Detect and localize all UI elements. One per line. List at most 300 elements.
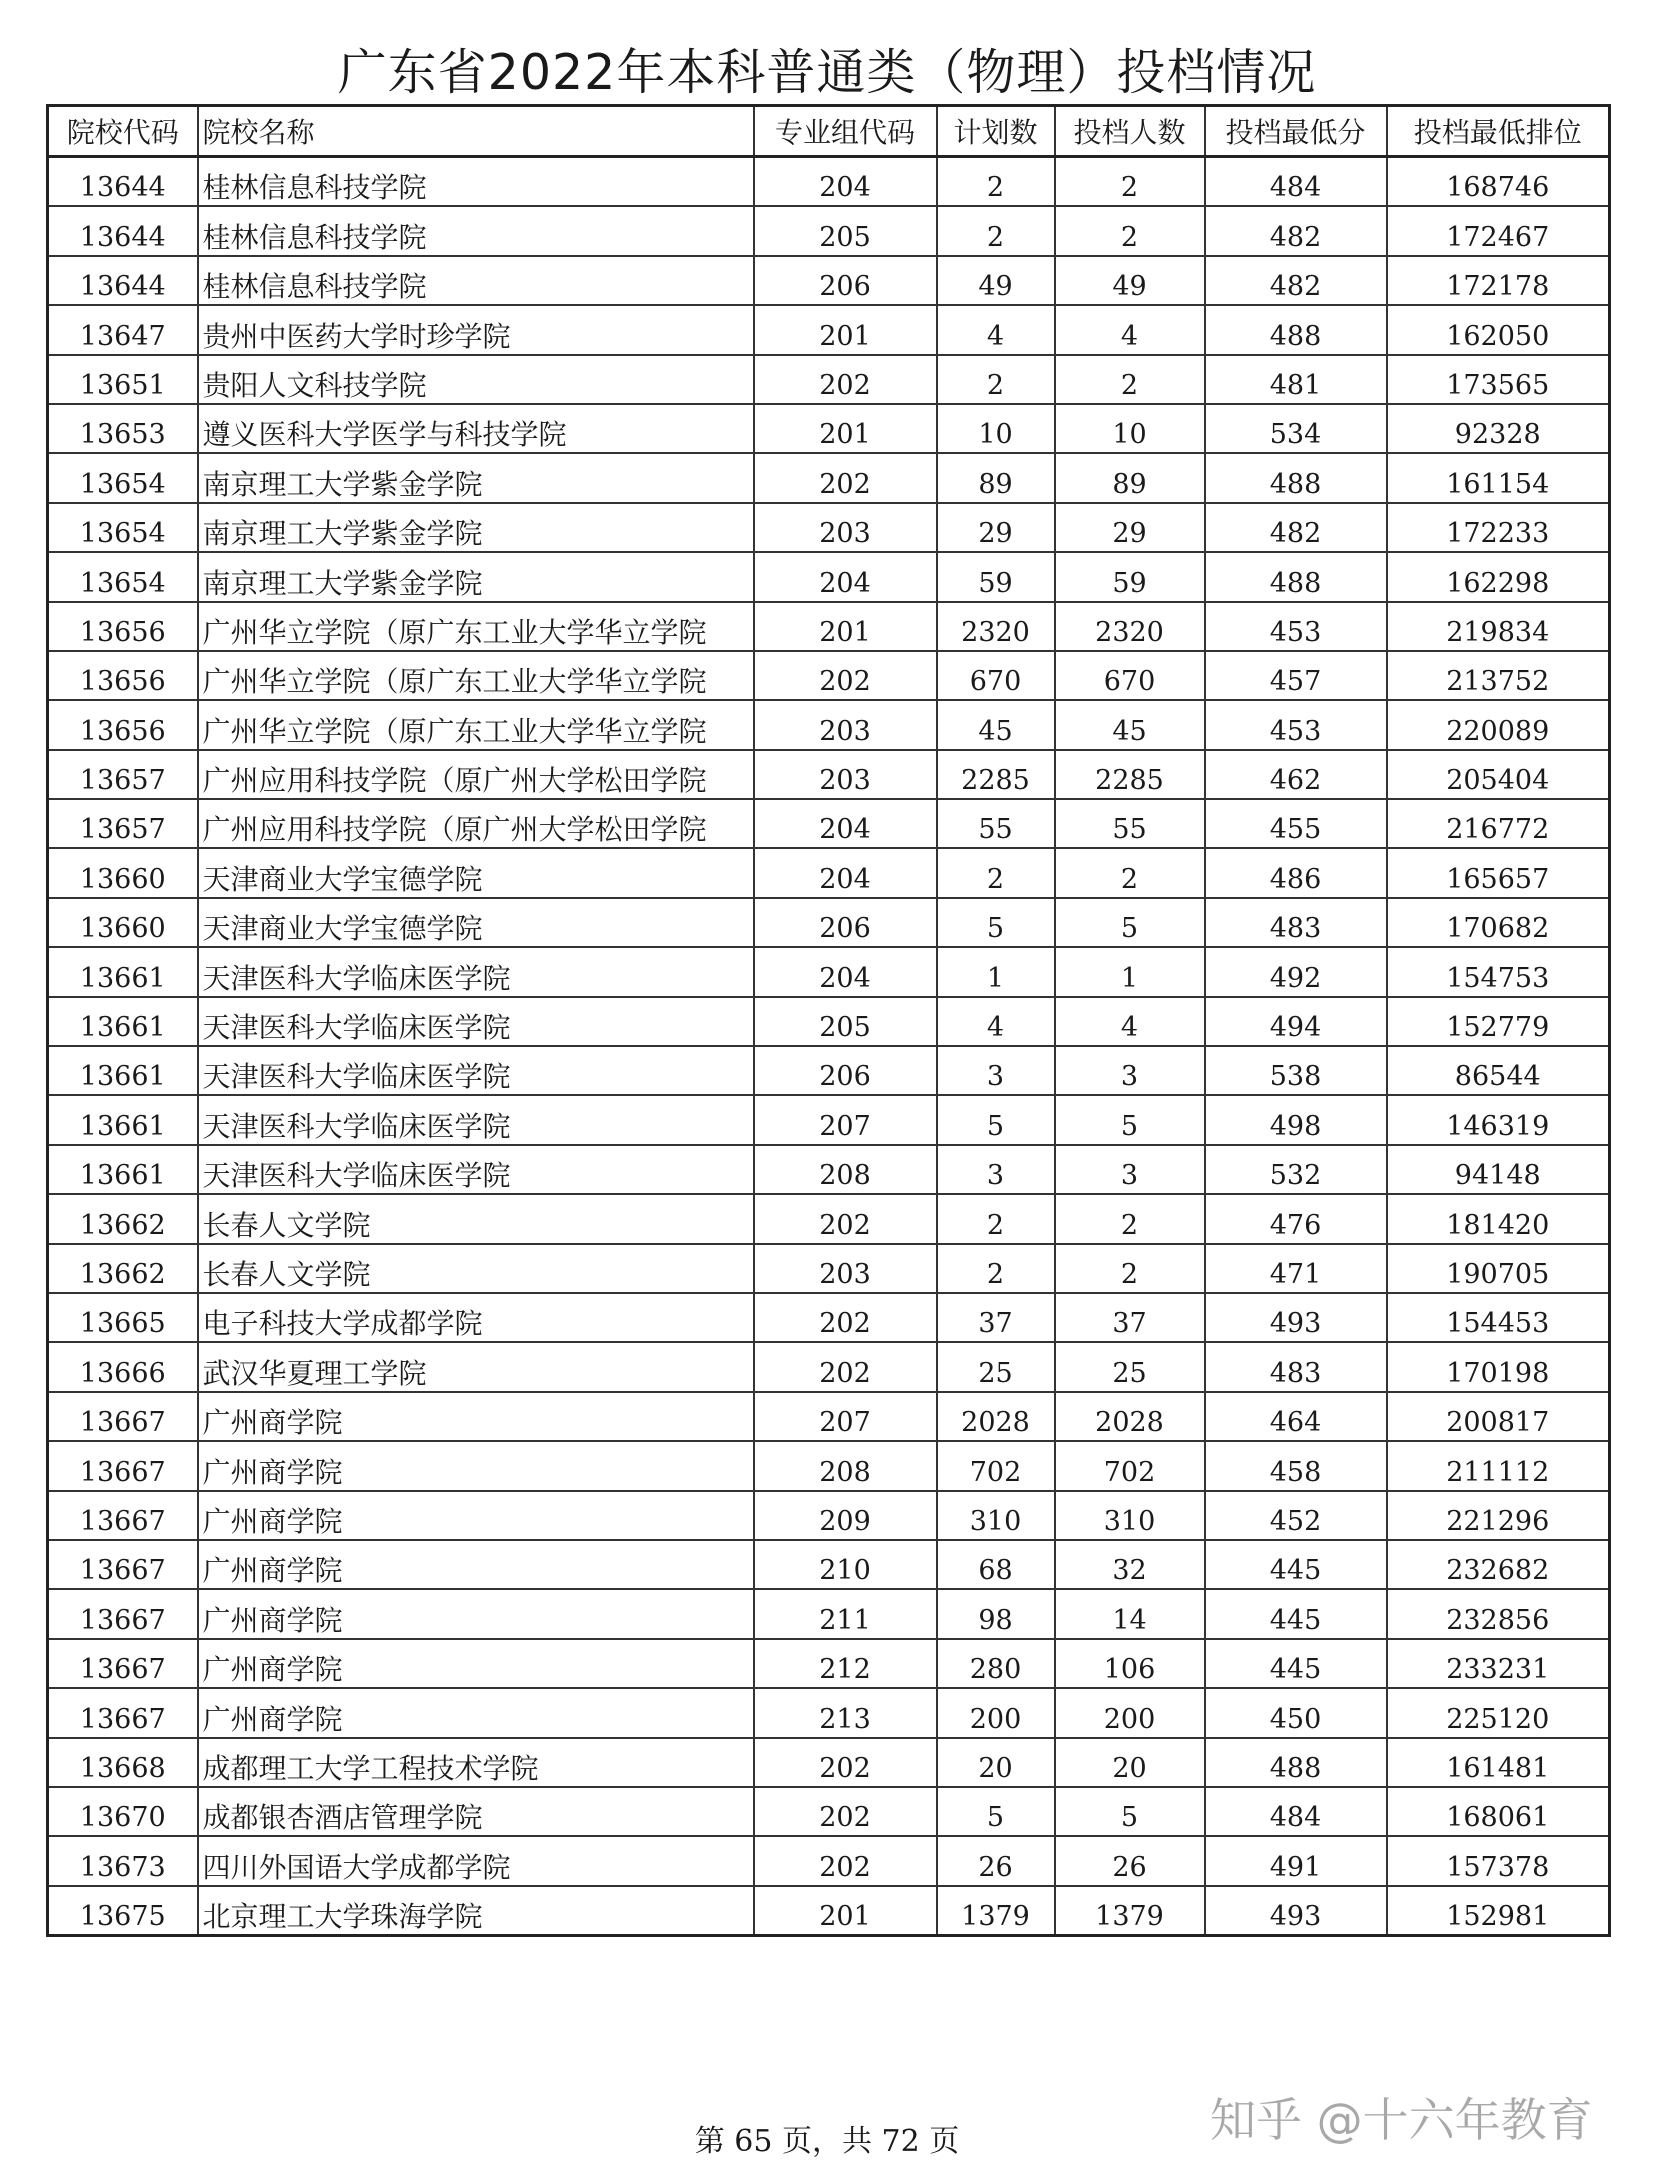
table-row	[48, 503, 1610, 552]
table-row	[48, 355, 1610, 404]
table-row	[48, 997, 1610, 1046]
cell-plan-count: 1	[937, 947, 1055, 996]
cell-admitted-count: 55	[1055, 799, 1205, 848]
cell-admitted-count: 2	[1055, 157, 1205, 207]
cell-group-code: 205	[754, 206, 937, 255]
cell-min-score: 488	[1205, 305, 1387, 354]
cell-school-name: 广州华立学院（原广东工业大学华立学院	[198, 651, 754, 700]
cell-school-code: 13661	[48, 1145, 198, 1194]
cell-min-score: 482	[1205, 206, 1387, 255]
cell-min-score: 481	[1205, 355, 1387, 404]
cell-group-code: 201	[754, 305, 937, 354]
cell-plan-count: 200	[937, 1688, 1055, 1737]
cell-plan-count: 4	[937, 305, 1055, 354]
cell-min-rank: 92328	[1387, 404, 1610, 453]
cell-group-code: 203	[754, 503, 937, 552]
cell-school-code: 13661	[48, 997, 198, 1046]
cell-admitted-count: 2028	[1055, 1392, 1205, 1441]
cell-min-score: 476	[1205, 1194, 1387, 1243]
cell-admitted-count: 59	[1055, 552, 1205, 601]
cell-school-code: 13667	[48, 1589, 198, 1638]
cell-school-name: 成都银杏酒店管理学院	[198, 1787, 754, 1836]
cell-group-code: 208	[754, 1441, 937, 1490]
cell-plan-count: 2	[937, 355, 1055, 404]
cell-school-code: 13673	[48, 1836, 198, 1885]
cell-min-score: 492	[1205, 947, 1387, 996]
table-row	[48, 1540, 1610, 1589]
table-row	[48, 1244, 1610, 1293]
cell-admitted-count: 32	[1055, 1540, 1205, 1589]
cell-school-code: 13656	[48, 651, 198, 700]
table-row	[48, 602, 1610, 651]
cell-admitted-count: 20	[1055, 1738, 1205, 1787]
cell-school-code: 13666	[48, 1342, 198, 1391]
cell-school-code: 13657	[48, 750, 198, 799]
cell-admitted-count: 10	[1055, 404, 1205, 453]
cell-min-rank: 172233	[1387, 503, 1610, 552]
cell-admitted-count: 2320	[1055, 602, 1205, 651]
cell-group-code: 202	[754, 1342, 937, 1391]
cell-min-rank: 170198	[1387, 1342, 1610, 1391]
cell-min-rank: 232856	[1387, 1589, 1610, 1638]
table-row	[48, 1886, 1610, 1936]
cell-admitted-count: 1379	[1055, 1886, 1205, 1936]
cell-min-score: 494	[1205, 997, 1387, 1046]
cell-group-code: 203	[754, 750, 937, 799]
cell-school-name: 桂林信息科技学院	[198, 206, 754, 255]
cell-group-code: 201	[754, 404, 937, 453]
table-row	[48, 404, 1610, 453]
cell-min-score: 452	[1205, 1491, 1387, 1540]
table-row	[48, 1787, 1610, 1836]
cell-min-score: 445	[1205, 1540, 1387, 1589]
table-row	[48, 799, 1610, 848]
cell-plan-count: 2320	[937, 602, 1055, 651]
cell-plan-count: 3	[937, 1046, 1055, 1095]
cell-min-rank: 225120	[1387, 1688, 1610, 1737]
cell-min-score: 484	[1205, 157, 1387, 207]
table-row	[48, 1145, 1610, 1194]
cell-min-score: 445	[1205, 1639, 1387, 1688]
table-row	[48, 1836, 1610, 1885]
cell-min-score: 483	[1205, 1342, 1387, 1391]
cell-plan-count: 55	[937, 799, 1055, 848]
cell-min-rank: 168061	[1387, 1787, 1610, 1836]
cell-admitted-count: 3	[1055, 1145, 1205, 1194]
cell-admitted-count: 670	[1055, 651, 1205, 700]
page-number: 第 65 页，共 72 页	[694, 2124, 960, 2159]
cell-group-code: 207	[754, 1095, 937, 1144]
cell-school-code: 13667	[48, 1491, 198, 1540]
cell-school-code: 13661	[48, 1095, 198, 1144]
cell-school-code: 13657	[48, 799, 198, 848]
cell-group-code: 204	[754, 799, 937, 848]
cell-school-name: 广州华立学院（原广东工业大学华立学院	[198, 700, 754, 749]
cell-school-code: 13660	[48, 898, 198, 947]
table-row	[48, 1738, 1610, 1787]
cell-group-code: 202	[754, 1194, 937, 1243]
cell-group-code: 213	[754, 1688, 937, 1737]
cell-min-rank: 211112	[1387, 1441, 1610, 1490]
cell-min-rank: 162050	[1387, 305, 1610, 354]
cell-min-score: 488	[1205, 1738, 1387, 1787]
cell-school-name: 天津医科大学临床医学院	[198, 1145, 754, 1194]
cell-group-code: 203	[754, 700, 937, 749]
cell-plan-count: 49	[937, 256, 1055, 305]
table-row	[48, 1046, 1610, 1095]
cell-school-name: 广州应用科技学院（原广州大学松田学院	[198, 750, 754, 799]
cell-min-score: 538	[1205, 1046, 1387, 1095]
cell-min-rank: 94148	[1387, 1145, 1610, 1194]
cell-school-name: 遵义医科大学医学与科技学院	[198, 404, 754, 453]
cell-admitted-count: 25	[1055, 1342, 1205, 1391]
cell-school-name: 贵州中医药大学时珍学院	[198, 305, 754, 354]
cell-group-code: 206	[754, 898, 937, 947]
table-row	[48, 157, 1610, 207]
cell-group-code: 202	[754, 1836, 937, 1885]
cell-min-score: 491	[1205, 1836, 1387, 1885]
cell-plan-count: 20	[937, 1738, 1055, 1787]
cell-min-score: 445	[1205, 1589, 1387, 1638]
cell-school-name: 广州应用科技学院（原广州大学松田学院	[198, 799, 754, 848]
col-header-admitted-count: 投档人数	[1055, 106, 1205, 157]
cell-admitted-count: 2	[1055, 848, 1205, 897]
cell-school-code: 13656	[48, 700, 198, 749]
cell-school-code: 13647	[48, 305, 198, 354]
cell-min-rank: 221296	[1387, 1491, 1610, 1540]
cell-min-score: 450	[1205, 1688, 1387, 1737]
table-row	[48, 651, 1610, 700]
cell-plan-count: 670	[937, 651, 1055, 700]
cell-min-score: 458	[1205, 1441, 1387, 1490]
cell-admitted-count: 2	[1055, 206, 1205, 255]
cell-group-code: 202	[754, 1787, 937, 1836]
cell-min-rank: 233231	[1387, 1639, 1610, 1688]
cell-min-score: 482	[1205, 503, 1387, 552]
table-row	[48, 1194, 1610, 1243]
cell-group-code: 211	[754, 1589, 937, 1638]
cell-min-score: 482	[1205, 256, 1387, 305]
cell-admitted-count: 29	[1055, 503, 1205, 552]
cell-school-name: 广州商学院	[198, 1688, 754, 1737]
cell-plan-count: 5	[937, 898, 1055, 947]
cell-plan-count: 2	[937, 1244, 1055, 1293]
cell-admitted-count: 49	[1055, 256, 1205, 305]
cell-min-rank: 232682	[1387, 1540, 1610, 1589]
table-body	[48, 157, 1610, 1936]
cell-school-name: 南京理工大学紫金学院	[198, 453, 754, 502]
cell-group-code: 202	[754, 1293, 937, 1342]
cell-school-code: 13653	[48, 404, 198, 453]
cell-school-code: 13644	[48, 206, 198, 255]
cell-admitted-count: 45	[1055, 700, 1205, 749]
cell-school-code: 13656	[48, 602, 198, 651]
cell-school-code: 13654	[48, 503, 198, 552]
cell-plan-count: 702	[937, 1441, 1055, 1490]
table-row	[48, 848, 1610, 897]
cell-min-rank: 172178	[1387, 256, 1610, 305]
cell-plan-count: 37	[937, 1293, 1055, 1342]
cell-school-code: 13660	[48, 848, 198, 897]
col-header-min-rank: 投档最低排位	[1387, 106, 1610, 157]
cell-min-rank: 161481	[1387, 1738, 1610, 1787]
cell-school-name: 广州商学院	[198, 1392, 754, 1441]
cell-group-code: 206	[754, 1046, 937, 1095]
cell-plan-count: 68	[937, 1540, 1055, 1589]
cell-min-rank: 219834	[1387, 602, 1610, 651]
cell-plan-count: 59	[937, 552, 1055, 601]
cell-school-name: 南京理工大学紫金学院	[198, 503, 754, 552]
cell-min-score: 488	[1205, 552, 1387, 601]
cell-school-code: 13651	[48, 355, 198, 404]
cell-min-rank: 213752	[1387, 651, 1610, 700]
cell-group-code: 208	[754, 1145, 937, 1194]
cell-admitted-count: 310	[1055, 1491, 1205, 1540]
cell-min-rank: 181420	[1387, 1194, 1610, 1243]
cell-min-rank: 157378	[1387, 1836, 1610, 1885]
cell-school-name: 成都理工大学工程技术学院	[198, 1738, 754, 1787]
cell-min-score: 462	[1205, 750, 1387, 799]
cell-group-code: 202	[754, 1738, 937, 1787]
cell-school-code: 13654	[48, 453, 198, 502]
col-header-school-code: 院校代码	[48, 106, 198, 157]
table-row	[48, 1293, 1610, 1342]
cell-admitted-count: 2	[1055, 1244, 1205, 1293]
col-header-group-code: 专业组代码	[754, 106, 937, 157]
cell-school-code: 13670	[48, 1787, 198, 1836]
cell-admitted-count: 106	[1055, 1639, 1205, 1688]
cell-group-code: 202	[754, 355, 937, 404]
cell-school-code: 13654	[48, 552, 198, 601]
cell-school-code: 13667	[48, 1639, 198, 1688]
cell-admitted-count: 2	[1055, 1194, 1205, 1243]
cell-school-name: 天津商业大学宝德学院	[198, 898, 754, 947]
cell-group-code: 201	[754, 1886, 937, 1936]
cell-admitted-count: 26	[1055, 1836, 1205, 1885]
cell-school-code: 13675	[48, 1886, 198, 1936]
table-row	[48, 1342, 1610, 1391]
cell-school-name: 天津医科大学临床医学院	[198, 1046, 754, 1095]
cell-min-rank: 173565	[1387, 355, 1610, 404]
cell-min-score: 464	[1205, 1392, 1387, 1441]
cell-plan-count: 2	[937, 206, 1055, 255]
cell-school-code: 13662	[48, 1244, 198, 1293]
cell-school-name: 北京理工大学珠海学院	[198, 1886, 754, 1936]
cell-min-score: 453	[1205, 602, 1387, 651]
cell-admitted-count: 4	[1055, 305, 1205, 354]
cell-plan-count: 2	[937, 157, 1055, 207]
table-row	[48, 1589, 1610, 1638]
cell-school-name: 广州商学院	[198, 1540, 754, 1589]
cell-school-name: 天津医科大学临床医学院	[198, 947, 754, 996]
cell-plan-count: 310	[937, 1491, 1055, 1540]
cell-plan-count: 1379	[937, 1886, 1055, 1936]
cell-admitted-count: 702	[1055, 1441, 1205, 1490]
cell-min-rank: 162298	[1387, 552, 1610, 601]
cell-min-rank: 172467	[1387, 206, 1610, 255]
cell-school-name: 电子科技大学成都学院	[198, 1293, 754, 1342]
table-row	[48, 1095, 1610, 1144]
cell-group-code: 205	[754, 997, 937, 1046]
cell-school-name: 武汉华夏理工学院	[198, 1342, 754, 1391]
table-row	[48, 1491, 1610, 1540]
cell-school-name: 桂林信息科技学院	[198, 256, 754, 305]
cell-group-code: 202	[754, 453, 937, 502]
cell-school-name: 长春人文学院	[198, 1194, 754, 1243]
cell-plan-count: 29	[937, 503, 1055, 552]
cell-admitted-count: 5	[1055, 1095, 1205, 1144]
cell-school-code: 13665	[48, 1293, 198, 1342]
cell-school-name: 四川外国语大学成都学院	[198, 1836, 754, 1885]
page-title: 广东省2022年本科普通类（物理）投档情况	[337, 44, 1317, 101]
cell-school-code: 13667	[48, 1392, 198, 1441]
cell-school-code: 13668	[48, 1738, 198, 1787]
cell-min-rank: 200817	[1387, 1392, 1610, 1441]
cell-school-code: 13644	[48, 157, 198, 207]
cell-plan-count: 3	[937, 1145, 1055, 1194]
cell-min-rank: 220089	[1387, 700, 1610, 749]
cell-plan-count: 89	[937, 453, 1055, 502]
admission-table	[46, 104, 1611, 1937]
cell-school-name: 天津医科大学临床医学院	[198, 997, 754, 1046]
cell-school-name: 广州商学院	[198, 1491, 754, 1540]
cell-plan-count: 4	[937, 997, 1055, 1046]
cell-min-score: 498	[1205, 1095, 1387, 1144]
table-row	[48, 1392, 1610, 1441]
col-header-school-name: 院校名称	[198, 106, 754, 157]
cell-school-code: 13667	[48, 1540, 198, 1589]
cell-min-score: 453	[1205, 700, 1387, 749]
cell-plan-count: 2	[937, 848, 1055, 897]
table-row	[48, 700, 1610, 749]
cell-school-name: 广州商学院	[198, 1441, 754, 1490]
cell-min-score: 484	[1205, 1787, 1387, 1836]
cell-min-rank: 165657	[1387, 848, 1610, 897]
cell-plan-count: 98	[937, 1589, 1055, 1638]
watermark: 知乎 @十六年教育	[1210, 2093, 1593, 2147]
table-row	[48, 1688, 1610, 1737]
cell-min-rank: 168746	[1387, 157, 1610, 207]
cell-plan-count: 5	[937, 1095, 1055, 1144]
cell-group-code: 203	[754, 1244, 937, 1293]
cell-plan-count: 2285	[937, 750, 1055, 799]
cell-school-name: 广州商学院	[198, 1589, 754, 1638]
cell-admitted-count: 1	[1055, 947, 1205, 996]
cell-school-name: 天津医科大学临床医学院	[198, 1095, 754, 1144]
cell-plan-count: 25	[937, 1342, 1055, 1391]
cell-school-name: 桂林信息科技学院	[198, 157, 754, 207]
cell-plan-count: 26	[937, 1836, 1055, 1885]
cell-school-name: 广州华立学院（原广东工业大学华立学院	[198, 602, 754, 651]
cell-min-score: 483	[1205, 898, 1387, 947]
cell-group-code: 204	[754, 947, 937, 996]
cell-admitted-count: 89	[1055, 453, 1205, 502]
cell-group-code: 202	[754, 651, 937, 700]
cell-min-score: 455	[1205, 799, 1387, 848]
cell-school-code: 13661	[48, 947, 198, 996]
cell-plan-count: 10	[937, 404, 1055, 453]
cell-plan-count: 45	[937, 700, 1055, 749]
cell-group-code: 210	[754, 1540, 937, 1589]
table-row	[48, 947, 1610, 996]
cell-admitted-count: 4	[1055, 997, 1205, 1046]
cell-min-rank: 152981	[1387, 1886, 1610, 1936]
cell-min-score: 471	[1205, 1244, 1387, 1293]
cell-min-rank: 154453	[1387, 1293, 1610, 1342]
cell-group-code: 206	[754, 256, 937, 305]
cell-admitted-count: 2285	[1055, 750, 1205, 799]
cell-admitted-count: 3	[1055, 1046, 1205, 1095]
cell-admitted-count: 2	[1055, 355, 1205, 404]
table-row	[48, 552, 1610, 601]
cell-min-rank: 205404	[1387, 750, 1610, 799]
cell-min-rank: 190705	[1387, 1244, 1610, 1293]
cell-min-score: 457	[1205, 651, 1387, 700]
col-header-min-score: 投档最低分	[1205, 106, 1387, 157]
cell-plan-count: 2	[937, 1194, 1055, 1243]
table-row	[48, 206, 1610, 255]
cell-group-code: 209	[754, 1491, 937, 1540]
table-row	[48, 453, 1610, 502]
col-header-plan-count: 计划数	[937, 106, 1055, 157]
table-row	[48, 1441, 1610, 1490]
cell-min-rank: 146319	[1387, 1095, 1610, 1144]
cell-school-code: 13661	[48, 1046, 198, 1095]
cell-school-name: 贵阳人文科技学院	[198, 355, 754, 404]
cell-min-rank: 152779	[1387, 997, 1610, 1046]
cell-admitted-count: 37	[1055, 1293, 1205, 1342]
cell-school-code: 13667	[48, 1688, 198, 1737]
cell-school-name: 长春人文学院	[198, 1244, 754, 1293]
cell-min-rank: 216772	[1387, 799, 1610, 848]
cell-admitted-count: 200	[1055, 1688, 1205, 1737]
cell-min-score: 493	[1205, 1293, 1387, 1342]
cell-admitted-count: 5	[1055, 1787, 1205, 1836]
cell-school-code: 13662	[48, 1194, 198, 1243]
table-row	[48, 1639, 1610, 1688]
cell-group-code: 212	[754, 1639, 937, 1688]
cell-min-rank: 161154	[1387, 453, 1610, 502]
cell-min-score: 493	[1205, 1886, 1387, 1936]
cell-min-score: 488	[1205, 453, 1387, 502]
cell-group-code: 204	[754, 848, 937, 897]
cell-min-rank: 170682	[1387, 898, 1610, 947]
table-row	[48, 305, 1610, 354]
cell-plan-count: 280	[937, 1639, 1055, 1688]
cell-group-code: 201	[754, 602, 937, 651]
cell-plan-count: 2028	[937, 1392, 1055, 1441]
table-row	[48, 750, 1610, 799]
cell-group-code: 207	[754, 1392, 937, 1441]
cell-admitted-count: 14	[1055, 1589, 1205, 1638]
cell-school-code: 13667	[48, 1441, 198, 1490]
cell-min-rank: 86544	[1387, 1046, 1610, 1095]
cell-group-code: 204	[754, 157, 937, 207]
cell-group-code: 204	[754, 552, 937, 601]
cell-school-name: 广州商学院	[198, 1639, 754, 1688]
cell-admitted-count: 5	[1055, 898, 1205, 947]
header-row	[48, 106, 1610, 157]
cell-school-code: 13644	[48, 256, 198, 305]
cell-min-score: 534	[1205, 404, 1387, 453]
table-row	[48, 256, 1610, 305]
cell-min-score: 486	[1205, 848, 1387, 897]
table-row	[48, 898, 1610, 947]
cell-min-rank: 154753	[1387, 947, 1610, 996]
cell-min-score: 532	[1205, 1145, 1387, 1194]
cell-plan-count: 5	[937, 1787, 1055, 1836]
cell-school-name: 天津商业大学宝德学院	[198, 848, 754, 897]
